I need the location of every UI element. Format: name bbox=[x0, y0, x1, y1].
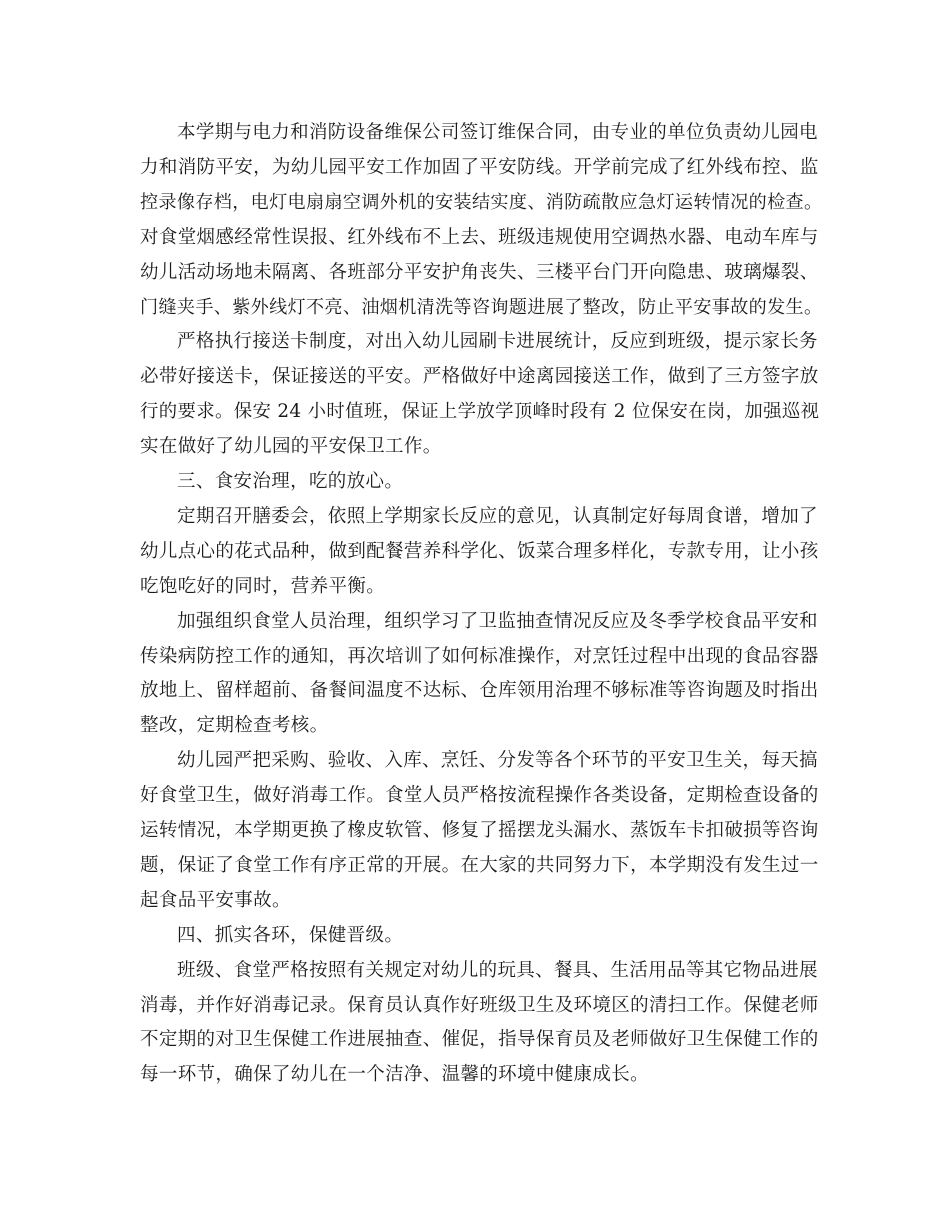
text-line: 必带好接送卡，保证接送的平安。严格做好中途离园接送工作，做到了三方签字放 bbox=[140, 366, 819, 388]
text-line: 严格执行接送卡制度，对出入幼儿园刷卡进展统计，反应到班级，提示家长务 bbox=[177, 331, 818, 353]
text-line: 定期召开膳委会，依照上学期家长反应的意见，认真制定好每周食谱，增加了 bbox=[177, 505, 818, 527]
text-line: 消毒，并作好消毒记录。保育员认真作好班级卫生及环境区的清扫工作。保健老师 bbox=[140, 994, 819, 1016]
text-line: 幼儿园严把采购、验收、入库、烹饪、分发等各个环节的平安卫生关，每天搞 bbox=[177, 750, 818, 772]
text-line: 不定期的对卫生保健工作进展抽查、催促，指导保育员及老师做好卫生保健工作的 bbox=[140, 1029, 819, 1051]
text-line: 放地上、留样超前、备餐间温度不达标、仓库领用治理不够标准等咨询题及时指出 bbox=[140, 680, 819, 702]
text-line: 题，保证了食堂工作有序正常的开展。在大家的共同努力下，本学期没有发生过一 bbox=[140, 854, 819, 876]
text-line: 班级、食堂严格按照有关规定对幼儿的玩具、餐具、生活用品等其它物品进展 bbox=[177, 959, 818, 981]
text-line: 行的要求。保安 24 小时值班，保证上学放学顶峰时段有 2 位保安在岗，加强巡视 bbox=[140, 401, 820, 423]
text-line: 起食品平安事故。 bbox=[140, 889, 291, 911]
text-line: 三、食安治理，吃的放心。 bbox=[177, 471, 404, 492]
text-line: 对食堂烟感经常性误报、红外线布不上去、班级违规使用空调热水器、电动车库与 bbox=[140, 226, 819, 248]
text-line: 加强组织食堂人员治理，组织学习了卫监抽查情况反应及冬季学校食品平安和 bbox=[177, 610, 818, 632]
text-line: 门缝夹手、紫外线灯不亮、油烟机清洗等咨询题进展了整改，防止平安事故的发生。 bbox=[140, 296, 823, 318]
text-line: 实在做好了幼儿园的平安保卫工作。 bbox=[140, 436, 442, 458]
text-line: 吃饱吃好的同时，营养平衡。 bbox=[140, 575, 386, 597]
text-line: 力和消防平安，为幼儿园平安工作加固了平安防线。开学前完成了红外线布控、监 bbox=[140, 156, 819, 178]
text-line: 幼儿点心的花式品种，做到配餐营养科学化、饭菜合理多样化，专款专用，让小孩 bbox=[140, 540, 819, 562]
text-line: 传染病防控工作的通知，再次培训了如何标准操作，对烹饪过程中出现的食品容器 bbox=[140, 645, 819, 667]
text-line: 运转情况，本学期更换了橡皮软管、修复了摇摆龙头漏水、蒸饭车卡扣破损等咨询 bbox=[140, 820, 819, 841]
text-line: 幼儿活动场地未隔离、各班部分平安护角丧失、三楼平台门开向隐患、玻璃爆裂、 bbox=[140, 261, 819, 283]
text-line: 本学期与电力和消防设备维保公司签订维保合同，由专业的单位负责幼儿园电 bbox=[177, 122, 818, 143]
text-line: 每一环节，确保了幼儿在一个洁净、温馨的环境中健康成长。 bbox=[140, 1064, 649, 1086]
text-line: 控录像存档，电灯电扇扇空调外机的安装结实度、消防疏散应急灯运转情况的检查。 bbox=[140, 191, 823, 213]
text-line: 整改，定期检查考核。 bbox=[140, 715, 329, 737]
text-line: 四、抓实各环，保健晋级。 bbox=[177, 924, 404, 946]
text-line: 好食堂卫生，做好消毒工作。食堂人员严格按流程操作各类设备，定期检查设备的 bbox=[140, 785, 819, 807]
